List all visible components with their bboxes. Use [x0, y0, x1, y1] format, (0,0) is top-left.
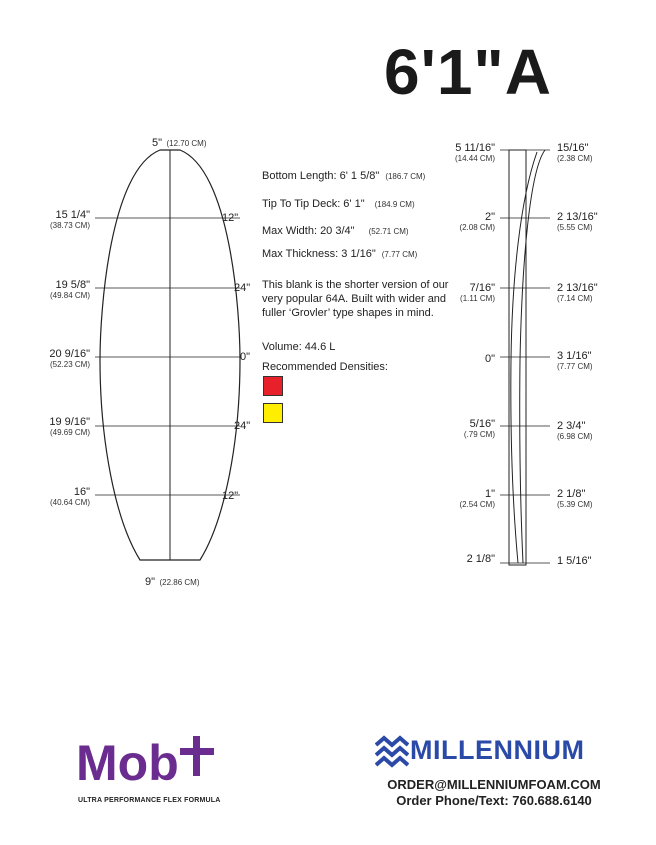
rocker-left-6: 1" (2.54 CM): [459, 488, 495, 510]
nose-width: 5" (12.70 CM): [152, 137, 207, 149]
spec-max-thickness: Max Thickness: 3 1/16" (7.77 CM): [262, 248, 418, 260]
mob-plus-icon: [180, 736, 214, 776]
length-mark-2: 24": [234, 282, 251, 294]
width-label-1: 15 1/4" (38.73 CM): [49, 209, 90, 231]
length-mark-4: 24": [234, 420, 251, 432]
rocker-right-2: 2 13/16" (5.55 CM): [557, 211, 598, 233]
spec-bottom-length: Bottom Length: 6' 1 5/8" (186.7 CM): [262, 170, 426, 182]
rocker-left-1: 5 11/16" (14.44 CM): [454, 142, 495, 164]
rocker-left-2: 2" (2.08 CM): [459, 211, 495, 233]
rocker-right-5: 2 3/4" (6.98 CM): [557, 420, 593, 442]
rocker-deck-curve: [520, 150, 545, 563]
millennium-chevron-icon: [375, 735, 409, 769]
volume-text: Volume: 44.6 L: [262, 341, 336, 353]
rocker-right-1: 15/16" (2.38 CM): [557, 142, 593, 164]
width-label-2: 19 5/8" (49.84 CM): [49, 279, 90, 301]
model-title: 6'1"A: [384, 36, 552, 108]
density-swatch-red: [263, 376, 283, 396]
rocker-left-4: 0": [484, 353, 495, 365]
mob-tagline: ULTRA PERFORMANCE FLEX FORMULA: [78, 797, 221, 804]
rocker-right-4: 3 1/16" (7.77 CM): [557, 350, 593, 372]
rocker-left-5: 5/16" (.79 CM): [463, 418, 495, 440]
rocker-right-6: 2 1/8" (5.39 CM): [557, 488, 593, 510]
density-swatch-yellow: [263, 403, 283, 423]
contact-block: [374, 777, 614, 809]
mob-logo: Mob: [76, 735, 179, 791]
width-label-4: 19 9/16" (49.69 CM): [49, 416, 90, 438]
rocker-bottom-curve: [511, 152, 537, 563]
length-mark-3: 0": [240, 351, 251, 363]
order-email[interactable]: ORDER@MILLENNIUMFOAM.COM: [387, 777, 601, 792]
spec-max-width: Max Width: 20 3/4" (52.71 CM): [262, 225, 409, 237]
spec-tip-to-tip: Tip To Tip Deck: 6' 1" (184.9 CM): [262, 198, 415, 210]
length-mark-1: 12": [222, 212, 239, 224]
rocker-right-3: 2 13/16" (7.14 CM): [557, 282, 598, 304]
rocker-frame: [509, 150, 526, 565]
description-text: This blank is the shorter version of our very popular 64A. Built with wider and fuller ‘Grovler’ type shapes in mind.: [262, 279, 449, 319]
rocker-right-7: 1 5/16": [557, 555, 592, 567]
order-phone: Order Phone/Text: 760.688.6140: [396, 793, 592, 808]
millennium-logo-text: MILLENNIUM: [410, 735, 585, 765]
rocker-left-3: 7/16" (1.11 CM): [460, 282, 495, 304]
width-label-3: 20 9/16" (52.23 CM): [49, 348, 90, 370]
length-mark-5: 12": [222, 490, 239, 502]
rocker-left-7: 2 1/8": [466, 553, 495, 565]
densities-label: Recommended Densities:: [262, 361, 388, 373]
tail-width: 9" (22.86 CM): [145, 576, 200, 588]
width-label-5: 16" (40.64 CM): [49, 486, 90, 508]
